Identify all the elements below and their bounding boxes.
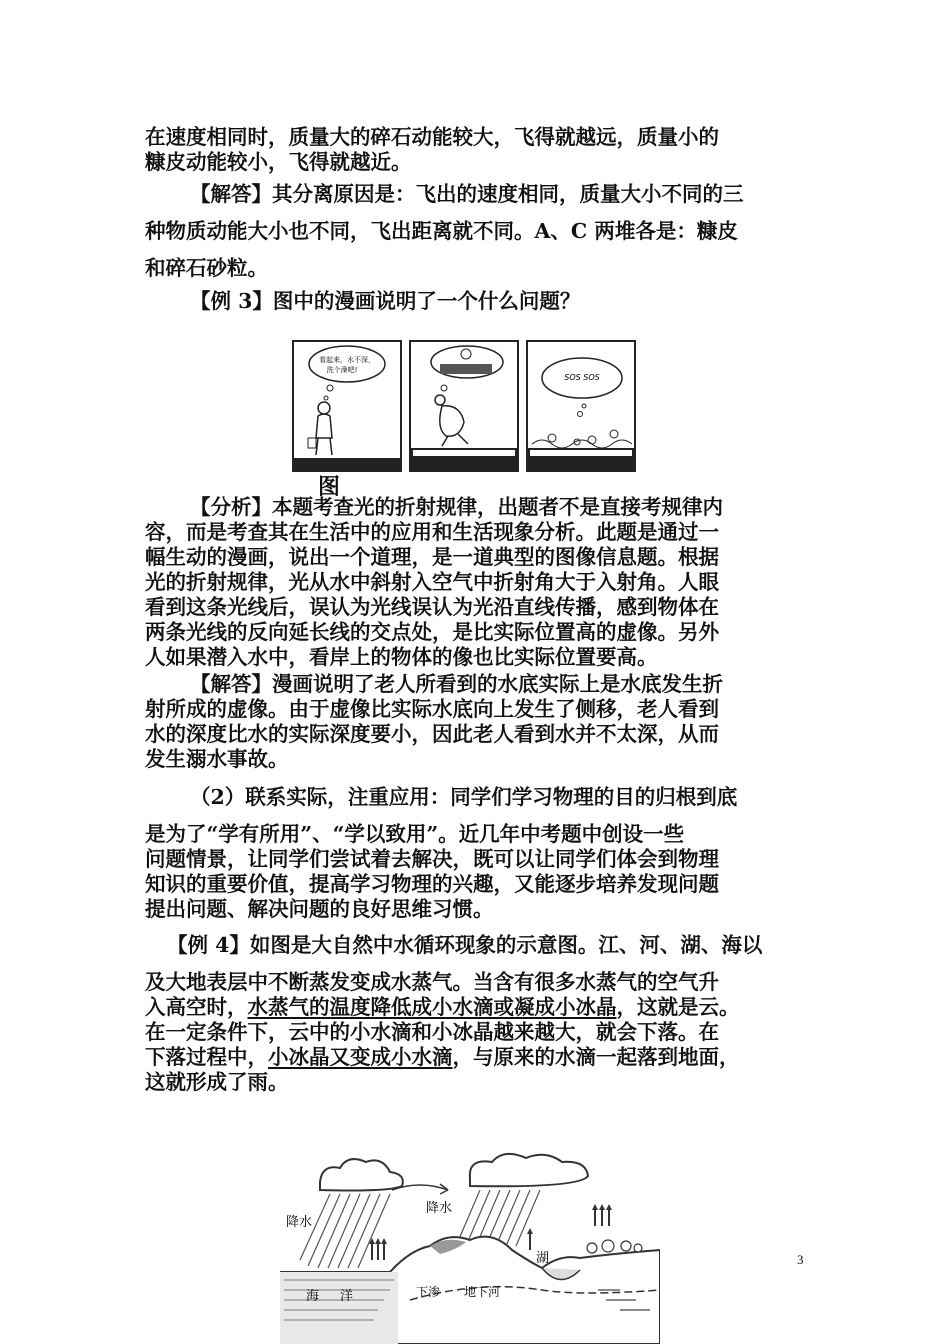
section-2-cont: [145, 822, 810, 922]
text-line: 在速度相同时，质量大的碎石动能较大，飞得就越远，质量小的: [145, 125, 719, 149]
text-line: 及大地表层中不断蒸发变成水蒸气。当含有很多水蒸气的空气升: [145, 970, 719, 994]
paragraph-continuation: [145, 125, 810, 175]
text-line: 射所成的虚像。由于虚像比实际水底向上发生了侧移，老人看到: [145, 697, 719, 721]
example-4: [145, 933, 810, 958]
text-line: 容，而是考查其在生活中的应用和生活现象分析。此题是通过一: [145, 520, 719, 544]
text-line: 在一定条件下，云中的小水滴和小冰晶越来越大，就会下落。在: [145, 1020, 719, 1044]
text-line: 发生溺水事故。: [145, 747, 289, 771]
sos-text: SOS SOS: [564, 373, 600, 382]
label-underground-river: 地下河: [464, 1285, 501, 1299]
text-line: 【例 3】图中的漫画说明了一个什么问题？: [190, 289, 581, 313]
text-line: 是为了“学有所用”、“学以致用”。近几年中考题中创设一些: [145, 822, 685, 846]
analysis-3: [145, 495, 810, 670]
text-line: 和碎石砂粒。: [145, 256, 268, 280]
answer-1: [145, 176, 810, 287]
water-cycle-figure: [280, 1150, 660, 1344]
label-rain-left: 降水: [286, 1215, 313, 1230]
underlined-text: 小冰晶又变成小水滴: [268, 1045, 453, 1069]
text-line: （2）联系实际，注重应用：同学们学习物理的目的归根到底: [190, 785, 738, 809]
text-line: [145, 1045, 810, 1070]
example-3-question: [145, 289, 810, 314]
text-part: 下落过程中，: [145, 1045, 268, 1069]
bubble-text: 看起来，水不深，: [319, 356, 375, 364]
text-line: 【解答】漫画说明了老人所看到的水底实际上是水底发生折: [190, 672, 723, 696]
text-part: 入高空时，: [145, 995, 248, 1019]
text-line: 种物质动能大小也不同，飞出距离就不同。A、C 两堆各是：糠皮: [145, 219, 738, 243]
cartoon-figure: [292, 340, 637, 472]
text-line: 知识的重要价值，提高学习物理的兴趣，又能逐步培养发现问题: [145, 872, 719, 896]
text-part: ，与原来的水滴一起落到地面，: [452, 1045, 740, 1069]
label-ocean: 洋: [340, 1289, 354, 1304]
text-line: 【例 4】如图是大自然中水循环现象的示意图。江、河、湖、海以: [167, 933, 763, 957]
text-line: 提出问题、解决问题的良好思维习惯。: [145, 897, 494, 921]
bubble-text: 洗个澡吧!: [326, 366, 358, 374]
text-line: 水的深度比水的实际深度要小，因此老人看到水并不太深，从而: [145, 722, 719, 746]
text-line: 看到这条光线后，误认为光线误认为光沿直线传播，感到物体在: [145, 595, 719, 619]
text-line: 幅生动的漫画，说出一个道理，是一道典型的图像信息题。根据: [145, 545, 719, 569]
figure-caption: 图: [318, 474, 341, 500]
underlined-text: 水蒸气的温度降低成小水滴或凝成小冰晶: [247, 995, 617, 1019]
page-number: 3: [797, 1252, 804, 1267]
text-part: ，这就是云。: [616, 995, 740, 1019]
label-lake: 湖: [536, 1251, 550, 1266]
text-line: 这就形成了雨。: [145, 1070, 289, 1094]
text-line: [145, 995, 810, 1020]
text-line: 光的折射规律，光从水中斜射入空气中折射角大于入射角。人眼: [145, 570, 719, 594]
answer-3: [145, 672, 810, 772]
label-seep: 下渗: [416, 1285, 441, 1299]
text-line: 人如果潜入水中，看岸上的物体的像也比实际位置要高。: [145, 645, 658, 669]
text-line: 【解答】其分离原因是：飞出的速度相同，质量大小不同的三: [190, 182, 744, 206]
text-line: 两条光线的反向延长线的交点处，是比实际位置高的虚像。另外: [145, 620, 719, 644]
label-rain-mid: 降水: [426, 1201, 453, 1216]
section-2: [145, 785, 810, 810]
label-sea: 海: [306, 1289, 320, 1304]
text-line: 【分析】本题考查光的折射规律，出题者不是直接考规律内: [190, 495, 723, 519]
text-line: 糠皮动能较小，飞得就越近。: [145, 150, 412, 174]
example-4-cont: [145, 970, 810, 1095]
text-line: 问题情景，让同学们尝试着去解决，既可以让同学们体会到物理: [145, 847, 719, 871]
